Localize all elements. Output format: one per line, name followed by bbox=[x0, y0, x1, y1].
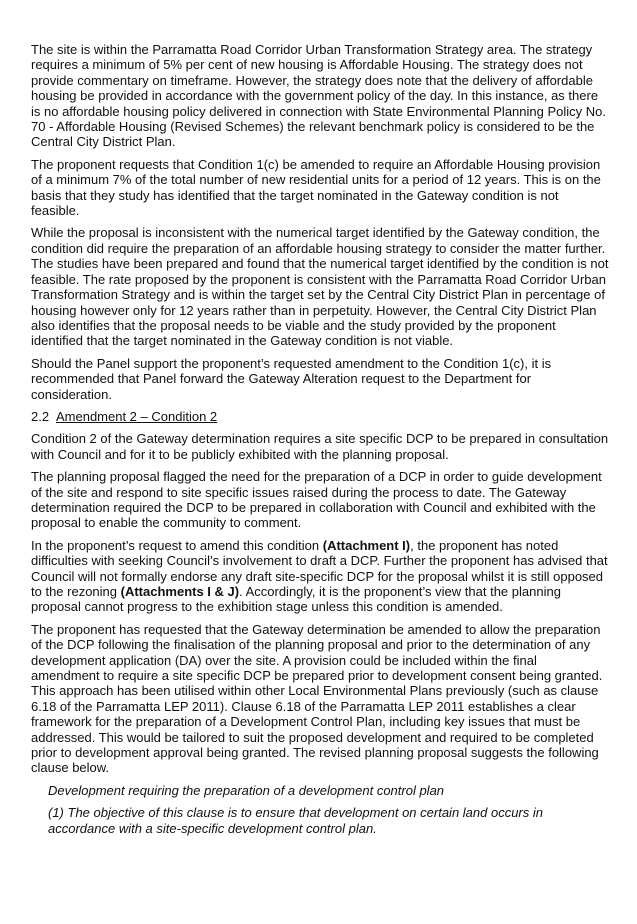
quote-clause-title: Development requiring the preparation of a development control plan bbox=[48, 782, 445, 798]
section-title: Amendment 2 – Condition 2 bbox=[55, 408, 218, 424]
attachment-reference: (Attachments I & J) bbox=[120, 584, 240, 599]
paragraph-dcp-need: The planning proposal flagged the need for the preparation of a DCP in order to guide development of the site and respond to site specific issues raised during the process to date. The Gateway determination required the DCP to be prepared in collaboration with Council and exhibited with the proposal to enable the community to comment. bbox=[31, 469, 602, 531]
paragraph-affordable-housing-strategy: The site is within the Parramatta Road Corridor Urban Transformation Strategy area. The strategy requires a minimum of 5% per cent of new housing is Affordable Housing. The strategy does not provide commentary on timeframe. However, the strategy does note that the delivery of affordable housing be provided in accordance with the government policy of the day. In this instance, as there is no affordable housing policy delivered in connection with State Environmental Planning Policy No. 70 - Affordable Housing (Revised Schemes) the relevant benchmark policy is considered to be the Central City District Plan. bbox=[31, 42, 606, 150]
paragraph-gateway-inconsistency: While the proposal is inconsistent with the numerical target identified by the Gateway condition, the condition did require the preparation of an affordable housing strategy to consider the matter further. The studies have been prepared and found that the numerical target identified by the condition is not feasible. The rate proposed by the proponent is consistent with the Parramatta Road Corridor Urban Transformation Strategy and is within the target set by the Central City District Plan in percentage of housing however only for 12 years rather than in perpetuity. However, the Central City District Plan also identifies that the proposal needs to be viable and the study provided by the proponent identified that the target nominated in the Gateway condition is not viable. bbox=[31, 225, 609, 349]
section-heading bbox=[31, 409, 609, 424]
paragraph-dcp-amendment: The proponent has requested that the Gateway determination be amended to allow the preparation of the DCP following the finalisation of the planning proposal and prior to the determination of any development application (DA) over the site. A provision could be included within the final amendment to require a site specific DCP be prepared prior to development consent being granted. This approach has been utilised within other Local Environmental Plans previously (such as clause 6.18 of the Parramatta LEP 2011). Clause 6.18 of the Parramatta LEP 2011 establishes a clear framework for the preparation of a Development Control Plan, including key issues that must be addressed. This would be tailored to suit the proposed development and required to be completed prior to development approval being granted. The revised planning proposal suggests the following clause below. bbox=[31, 621, 603, 776]
text-segment: . Accordingly, it is the proponent’s view that the planning proposal cannot progress to the exhibition stage unless this condition is amended. bbox=[31, 584, 561, 615]
paragraph-proponent-request: The proponent requests that Condition 1(c) be amended to require an Affordable Housing provision of a minimum 7% of the total number of new residential units for a period of 12 years. This is on the basis that they study has identified that the target nominated in the Gateway condition is not feasible. bbox=[31, 156, 601, 219]
paragraph-panel-recommendation: Should the Panel support the proponent’s requested amendment to the Condition 1(c), it is recommended that Panel forward the Gateway Alteration request to the Department for consideration. bbox=[31, 355, 552, 402]
quote-clause-objective: (1) The objective of this clause is to ensure that development on certain land occurs in accordance with a site-specific development control plan. bbox=[48, 805, 543, 836]
attachment-reference: (Attachment I) bbox=[322, 537, 411, 553]
text-segment: , the proponent has noted difficulties with seeking Council’s involvement to draft a DCP. Further the proponent has advised that Council will not formally endorse any draft site-specific DCP for the proposal whilst it is still opposed to the rezoning bbox=[31, 537, 608, 599]
paragraph-condition-2: Condition 2 of the Gateway determination requires a site specific DCP to be prepared in consultation with Council and for it to be publicly exhibited with the planning proposal. bbox=[31, 431, 609, 462]
section-number: 2.2 bbox=[31, 408, 50, 424]
paragraph-attachments bbox=[31, 538, 609, 615]
text-segment: In the proponent’s request to amend this condition bbox=[31, 537, 323, 553]
